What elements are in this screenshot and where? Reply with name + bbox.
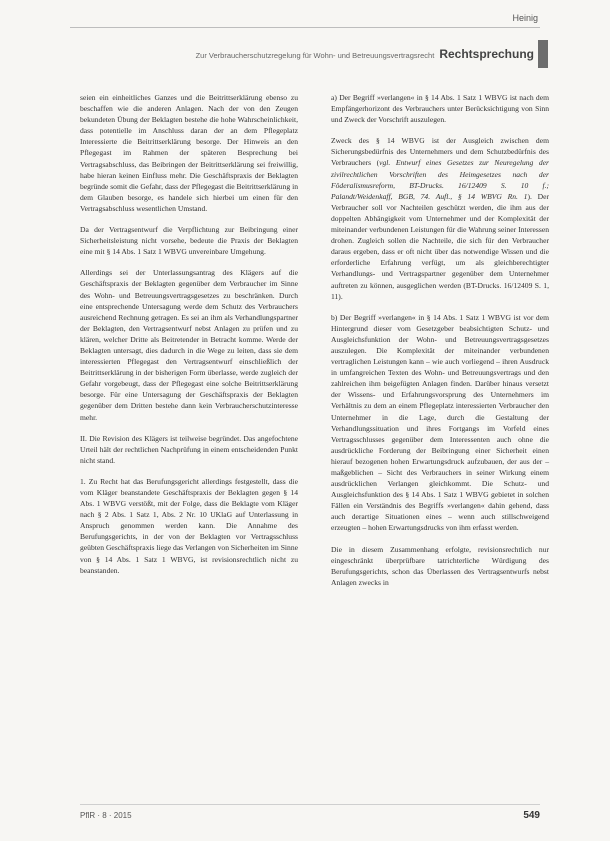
page-footer (80, 810, 540, 821)
footer-rule (80, 804, 540, 805)
journal-reference: PflR · 8 · 2015 (80, 811, 132, 820)
citation: vgl. Entwurf eines Gesetzes zur Neuregelung der zivilrechtlichen Vorschriften des Heimgesetzes nach der Föderalismusreform, BT-Drucks. 16/12409 S. 10 f.; Palandt/Weidenkaff, BGB, 74. Aufl., § 14 WBVG Rn. 1 (331, 158, 549, 201)
paragraph: a) Der Begriff »verlangen« in § 14 Abs. 1 Satz 1 WBVG ist nach dem Empfängerhorizont des Verbrauchers unter Berücksichtigung von Sinn und Zweck der Vorschrift auszulegen. (331, 93, 549, 125)
paragraph: Da der Vertragsentwurf die Verpflichtung zur Beibringung einer Sicherheitsleistung nicht vorsehe, bedeute die Praxis der Beklagten eine mit § 14 Abs. 1 Satz 1 WBVG unvereinbare Umgehung. (80, 225, 298, 257)
paragraph-text: Zweck des § 14 WBVG ist der Ausgleich zwischen dem Sicherungsbedürfnis des Unternehmers und dem Schutzbedürfnis des Verbrauchers ( (331, 136, 549, 168)
running-title: Zur Verbraucherschutzregelung für Wohn- und Betreuungsvertragsrecht (195, 51, 435, 60)
paragraph: Allerdings sei der Unterlassungsantrag des Klägers auf die Geschäftspraxis der Beklagten gegenüber dem Verbraucher im Sinne des Wohn- und Betreuungsvertragsgesetzes zu beschränken. Durch eine entsprechende Untersagung werde dem Schutz des Verbrauchers ausreichend Rechnung getragen. Es sei an ihm als Verhandlungspartner der Beklagten, den Vertragsentwurf nebst Anlagen zu prüfen und zu klären, welcher Dritte als Beitretender in Betracht komme. Werde der Beklagten untersagt, dies dadurch in die Wege zu leiten, dass sie dem interessierten Pflegegast den Vertragsentwurf einschließlich der Beitrittserklärung in der bisherigen Form überlasse, werde zugleich der Gefahr vorgebeugt, dass der Pflegegast eine solche Beitrittserklärung besorge. Für eine Untersagung der Geschäftspraxis der Beklagten gegenüber dem Dritten bestehe dann kein Verbraucherschutzinteresse mehr. (80, 268, 298, 422)
right-column (331, 92, 549, 598)
paragraph: seien ein einheitliches Ganzes und die Beitrittserklärung ebenso zu beschaffen wie die anderen Anlagen. Nach der von den Zeugen bekundeten Übung der Beklagten bestehe die hohe Wahrscheinlichkeit, dass potentielle im Anschluss daran der an dem Pflegeplatz Interessierte die Beitrittserklärung besorge. Der Hinweis an den Pflegegast im Rahmen der späteren Besprechung bei Vertragsabschluss, das Beibringen der Beitrittserklärung sei freiwillig, habe hieran keinen Einfluss mehr. Die Geschäftspraxis der Beklagten begründe somit die Gefahr, dass der Pflegegast die Beitrittserklärung in dem Glauben besorge, es handele sich hierbei um einen für den Vertragsabschluss wesentlichen Umstand. (80, 93, 298, 213)
page-number: 549 (523, 810, 540, 821)
paragraph: Die in diesem Zusammenhang erfolgte, revisionsrechtlich nur eingeschränkt überprüfbare tatrichterliche Würdigung des Berufungsgerichts, schon das Überlassen des Vertragsentwurfs nebst Anlagen zwecks in (331, 544, 549, 587)
header-rule (70, 27, 540, 28)
author-name: Heinig (512, 13, 538, 23)
paragraph: II. Die Revision des Klägers ist teilweise begründet. Das angefochtene Urteil hält der rechtlichen Nachprüfung in einem entscheidenden Punkt nicht stand. (80, 433, 298, 465)
section-marker (538, 40, 548, 68)
paragraph-text: ). Der Verbraucher soll vor Nachteilen geschützt werden, die ihm aus der doppelten Abhängigkeit vom Unternehmer und der Komplexität der miteinander verbundenen Leistungen für die Wahrung seiner Interessen drohen. Zugleich sollen die Nachteile, die sich für den Verbraucher daraus ergeben, dass er oft nicht über das notwendige Wissen und die erforderliche Erfahrung verfügt, um als gleichberechtigter Verhandlungs- und Vertragspartner gegenüber dem Unternehmer auftreten zu können, ausgeglichen werden (BT-Drucks. 16/12409 S. 1, 11). (331, 191, 549, 301)
section-title: Rechtsprechung (439, 47, 534, 61)
left-column (80, 92, 298, 586)
paragraph: 1. Zu Recht hat das Berufungsgericht allerdings festgestellt, dass die vom Kläger beanstandete Geschäftspraxis der Beklagten gegen § 14 Abs. 1 WBVG verstößt, mit der Folge, dass die Beklagte vom Kläger nach § 2 Abs. 1 Satz 1, Abs. 2 Nr. 10 UKlaG auf Unterlassung in Anspruch genommen werden kann. Die Annahme des Berufungsgerichts, in der von der Beklagten vor Vertragsschluss geübten Geschäftspraxis liege das Verlangen von Sicherheiten im Sinne von § 14 Abs. 1 Satz 1 WBVG, ist revisionsrechtlich nicht zu beanstanden. (80, 476, 298, 575)
paragraph: b) Der Begriff »verlangen« in § 14 Abs. 1 Satz 1 WBVG ist vor dem Hintergrund dieser vom Gesetzgeber beabsichtigten Schutz- und Ausgleichsfunktion der Wohn- und Betreuungsvertragsgesetzes auszulegen. Die Komplexität der miteinander verbundenen vertraglichen Leistungen kann – wie auch vorliegend – ihren Ausdruck in umfangreichen Texten des Wohn- und Betreuungsvertrags und den zahlreichen ihm beigefügten Anlagen finden. Darüber hinaus versetzt der Wissens- und Erfahrungsvorsprung des Unternehmers im Verhältnis zu dem an einem Pflegeplatz interessierten Verbraucher den Unternehmer in die Lage, durch die Gestaltung der Verhandlungssituation und ihres Fortgangs im Vorfeld eines Vertragsschlusses gegenüber dem Interessenten auch ohne die ausdrückliche Forderung der Beibringung einer Sicherheit einen hierauf bezogenen hohen Erwartungsdruck aufzubauen, der aus der – maßgeblichen – Sicht des Verbrauchers in seiner Wirkung einem ausdrücklichen Verlangen gleichkommt. Die Schutz- und Ausgleichsfunktion des § 14 Abs. 1 Satz 1 WBVG gebietet in solchen Fällen ein Verständnis des Begriffs »verlangen« dahin gehend, dass auch derartige Situationen eines – wenn auch stillschweigend erzeugten – hohen Erwartungsdrucks von ihm erfasst werden. (331, 312, 549, 533)
paragraph (331, 135, 549, 301)
running-header (196, 47, 534, 61)
